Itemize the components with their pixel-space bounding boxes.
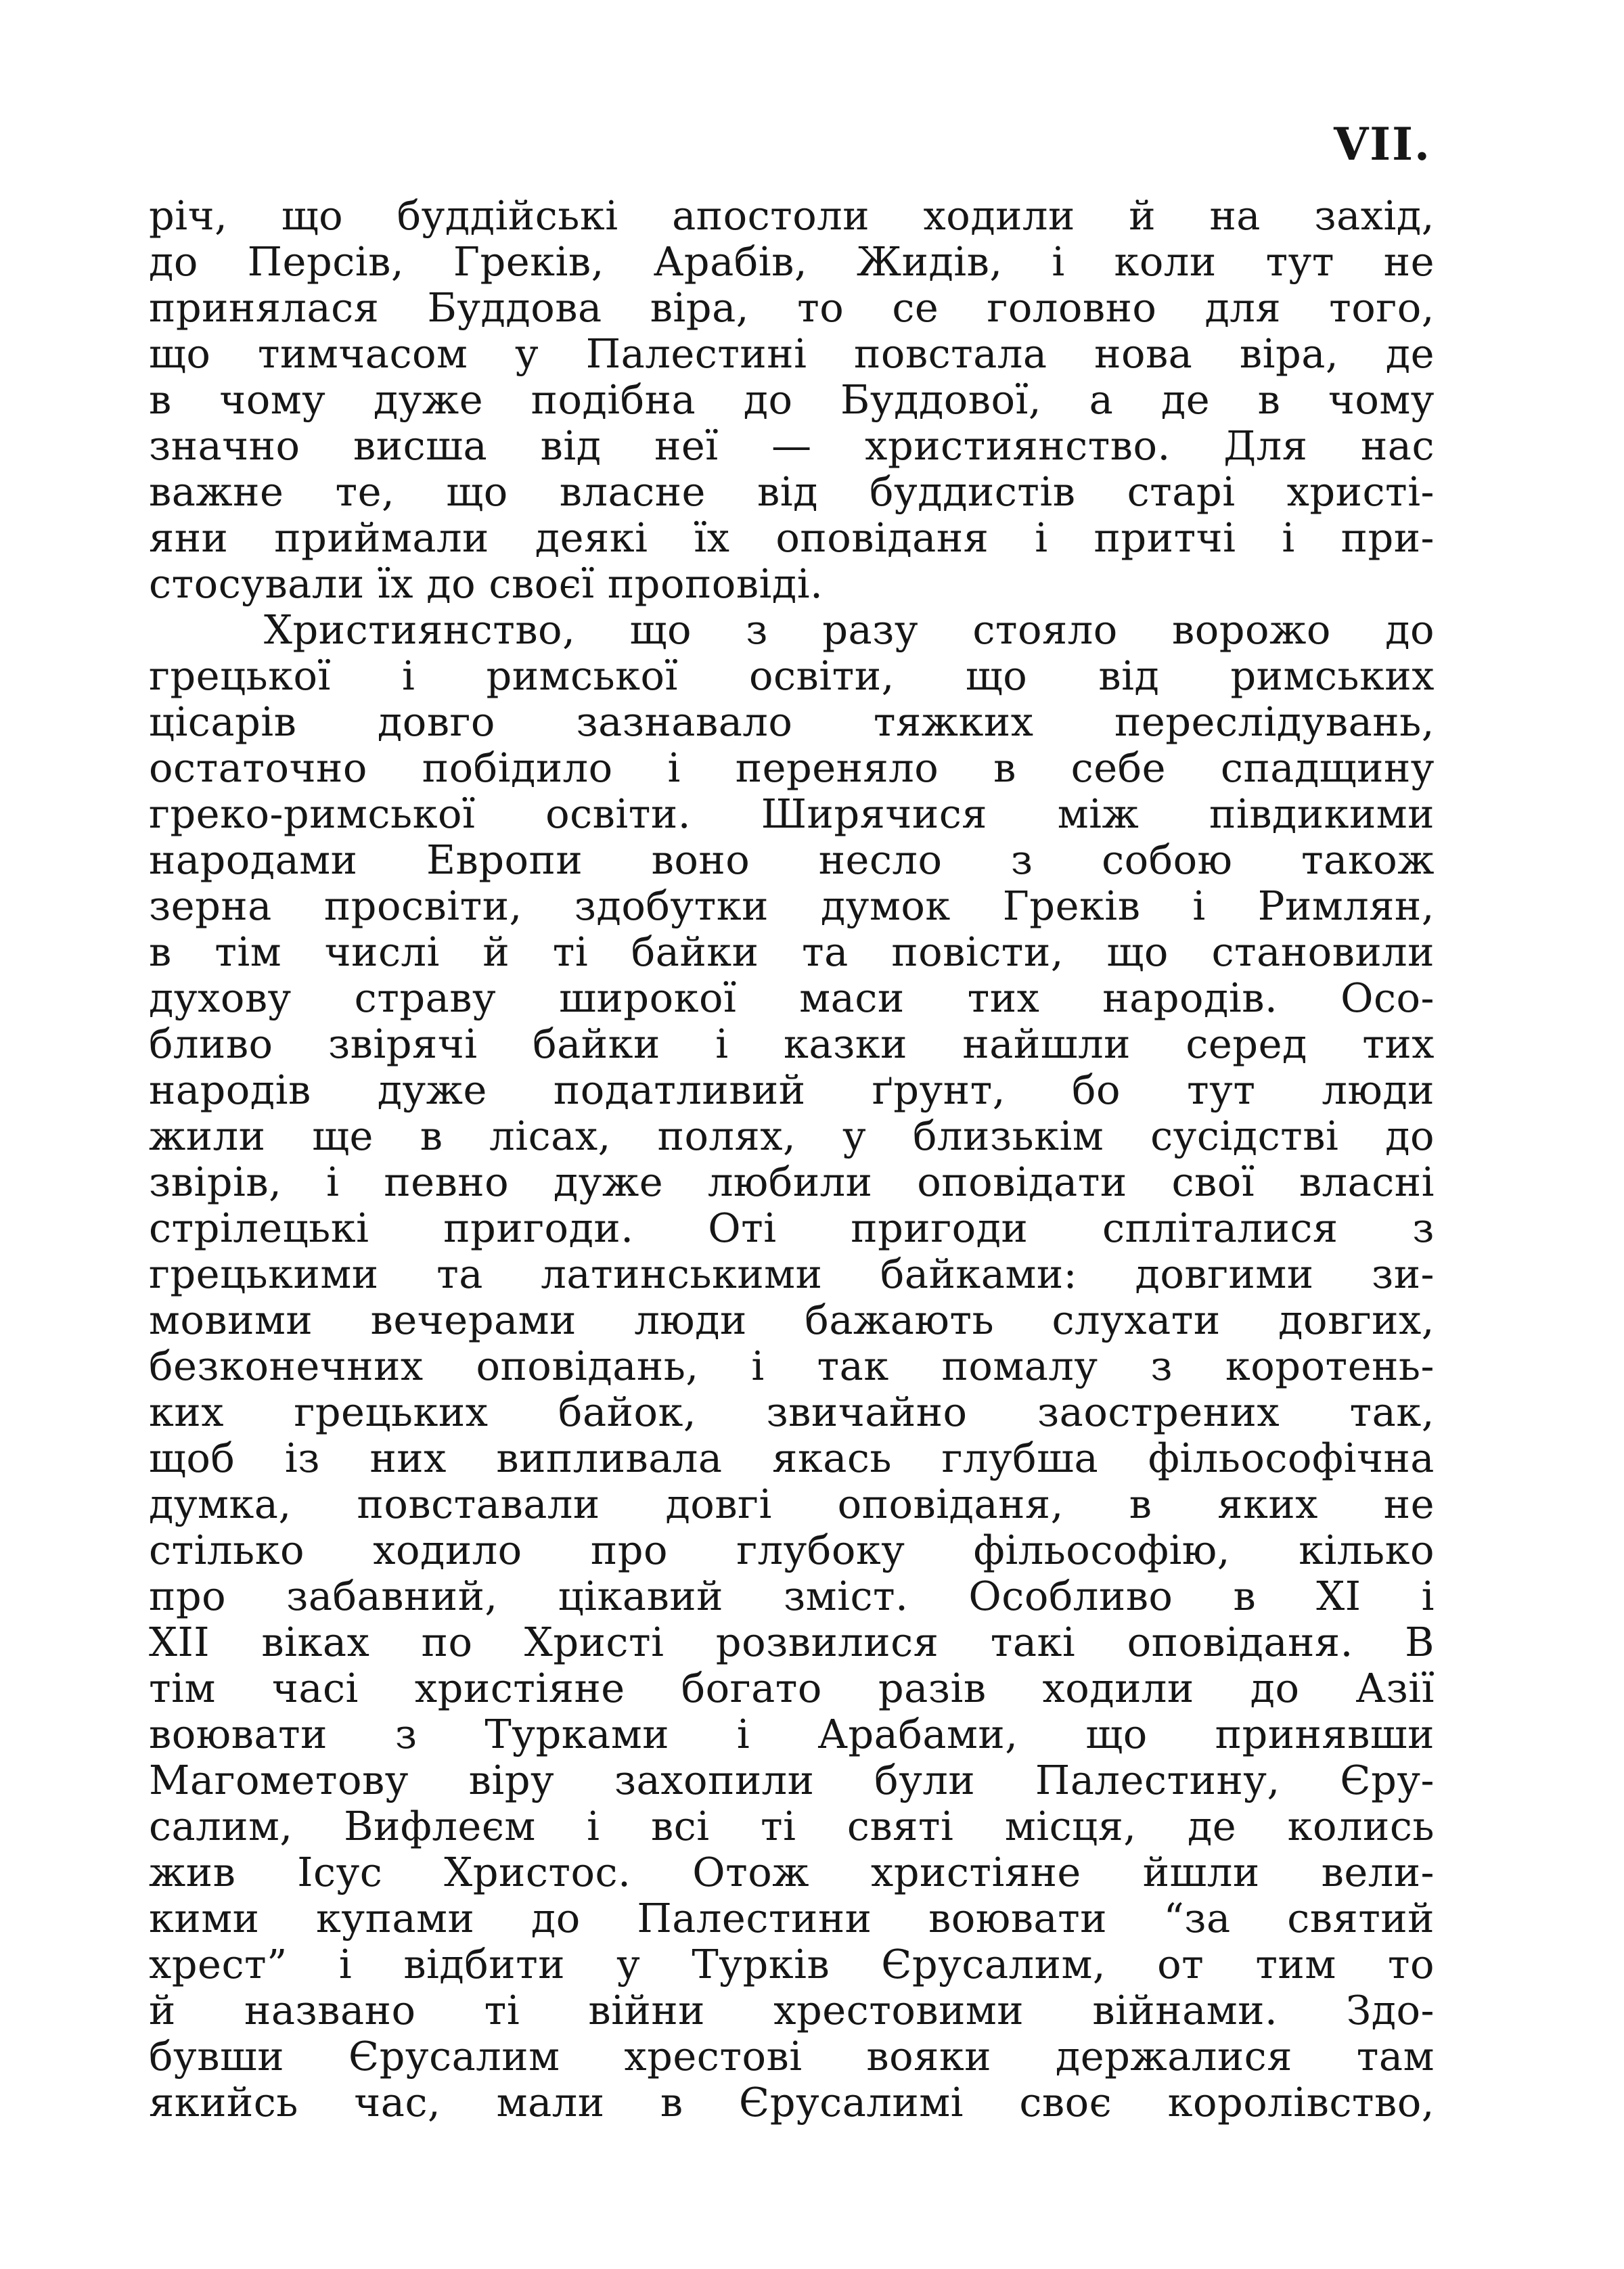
text-line: щоб із них випливала якась глубша фільософічна <box>149 1435 1435 1481</box>
text-line: мовими вечерами люди бажають слухати довгих, <box>149 1297 1435 1343</box>
text-line: грецькими та латинськими байками: довгими зи- <box>149 1251 1435 1297</box>
body-text <box>149 193 1435 2126</box>
text-line: XII віках по Христі розвилися такі оповіданя. В <box>149 1619 1435 1665</box>
text-line: грецької і римської освіти, що від римських <box>149 652 1435 699</box>
text-line: жив Ісус Христос. Отож христіяне йшли вели- <box>149 1849 1435 1895</box>
text-line: звірів, і певно дуже любили оповідати свої власні <box>149 1159 1435 1205</box>
text-line: думка, повставали довгі оповіданя, в яких не <box>149 1481 1435 1527</box>
text-line: жили ще в лісах, полях, у близькім сусідстві до <box>149 1113 1435 1159</box>
text-line: до Персів, Греків, Арабів, Жидів, і коли тут не <box>149 238 1435 285</box>
text-line: про забавний, цікавий зміст. Особливо в XI і <box>149 1573 1435 1619</box>
text-line: народами Европи воно несло з собою також <box>149 836 1435 883</box>
text-line: ких грецьких байок, звичайно заострених так, <box>149 1389 1435 1435</box>
text-line: стосували їх до своєї проповіді. <box>149 560 824 607</box>
text-line: значно висша від неї — християнство. Для нас <box>149 422 1435 469</box>
text-line: салим, Вифлеєм і всі ті святі місця, де колись <box>149 1803 1435 1849</box>
text-line: бливо звірячі байки і казки найшли серед тих <box>149 1020 1435 1067</box>
text-line: стрілецькі пригоди. Оті пригоди сплiталися з <box>149 1205 1435 1251</box>
text-line: й названо ті війни хрестовими війнами. Здо- <box>149 1987 1435 2034</box>
text-line: зерна просвіти, здобутки думок Греків і Римлян, <box>149 882 1435 929</box>
text-line: яни приймали деякі їх оповіданя і притчі і при- <box>149 514 1435 561</box>
text-line: кими купами до Палестини воювати “за святий <box>149 1895 1435 1941</box>
text-line: в чому дуже подібна до Буддової, а де в чому <box>149 376 1435 423</box>
text-line: принялася Буддова віра, то се головно для того, <box>149 284 1435 331</box>
text-line: хрест” і відбити у Турків Єрусалим, от тим то <box>149 1941 1435 1987</box>
text-line: цісарів довго зазнавало тяжких переслідувань, <box>149 698 1435 745</box>
text-line: якийсь час, мали в Єрусалимі своє королівство, <box>149 2079 1435 2126</box>
text-line: духову страву широкої маси тих народів. Осо- <box>149 974 1435 1021</box>
text-line: річ, що буддійські апостоли ходили й на захід, <box>149 192 1435 239</box>
text-line: Християнство, що з разу стояло ворожо до <box>264 606 1435 653</box>
text-line: стілько ходило про глубоку фільософію, кілько <box>149 1527 1435 1573</box>
text-line: остаточно побідило і переняло в себе спадщину <box>149 744 1435 791</box>
text-line: безконечних оповідань, і так помалу з коротень- <box>149 1343 1435 1389</box>
text-line: в тім числі й ті байки та повісти, що становили <box>149 928 1435 975</box>
text-line: тім часі христіяне богато разів ходили до Азії <box>149 1665 1435 1711</box>
text-line: греко-римської освіти. Ширячися між півдикими <box>149 790 1435 837</box>
page-number: VII. <box>1334 118 1431 171</box>
text-line: воювати з Турками і Арабами, що принявши <box>149 1711 1435 1757</box>
text-line: бувши Єрусалим хрестові вояки держалися там <box>149 2033 1435 2080</box>
text-line: народів дуже податливий ґрунт, бо тут люди <box>149 1066 1435 1113</box>
text-line: важне те, що власне від буддистів старі христі- <box>149 468 1435 515</box>
text-line: Магометову віру захопили були Палестину, Єру- <box>149 1757 1435 1803</box>
text-line: що тимчасом у Палестині повстала нова віра, де <box>149 330 1435 377</box>
